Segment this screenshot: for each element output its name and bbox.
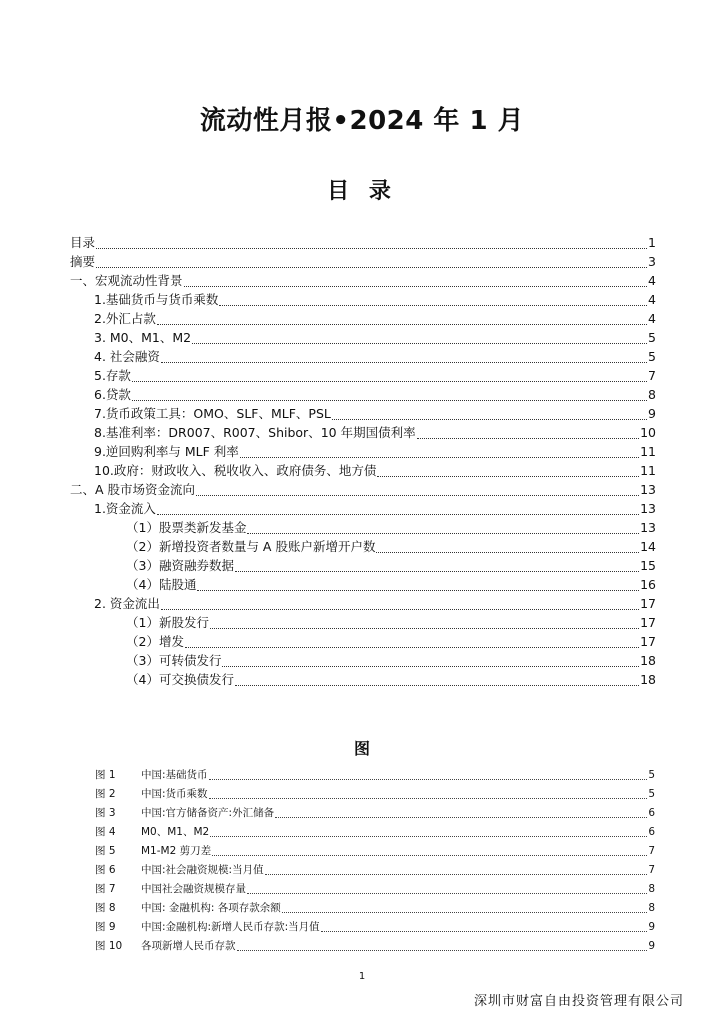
toc-entry-label: （2）增发 bbox=[126, 634, 184, 649]
toc-entry[interactable] bbox=[70, 613, 656, 632]
figure-number: 图 2 bbox=[95, 788, 116, 800]
table-of-contents bbox=[70, 233, 656, 689]
toc-entry-label: 一、宏观流动性背景 bbox=[70, 273, 183, 288]
toc-entry-label: 5.存款 bbox=[94, 368, 131, 383]
figure-label: 各项新增人民币存款 bbox=[141, 940, 236, 952]
toc-entry[interactable] bbox=[70, 347, 656, 366]
toc-entry-label: 1.基础货币与货币乘数 bbox=[94, 292, 219, 307]
toc-entry[interactable] bbox=[70, 537, 656, 556]
dot-leader bbox=[209, 790, 648, 799]
figure-page: 6 bbox=[648, 826, 655, 838]
figure-number: 图 7 bbox=[95, 883, 116, 895]
figure-label: 中国社会融资规模存量 bbox=[141, 883, 246, 895]
dot-leader bbox=[157, 313, 647, 325]
dot-leader bbox=[282, 904, 648, 913]
dot-leader bbox=[417, 427, 640, 439]
company-footer: 深圳市财富自由投资管理有限公司 bbox=[473, 994, 684, 1009]
toc-entry[interactable] bbox=[70, 461, 656, 480]
toc-entry-label: 2. 资金流出 bbox=[94, 596, 160, 611]
dot-leader bbox=[132, 370, 647, 382]
dot-leader bbox=[235, 560, 639, 572]
toc-entry-label: 目录 bbox=[70, 235, 96, 250]
figure-page: 9 bbox=[648, 921, 655, 933]
toc-entry-page: 10 bbox=[640, 425, 656, 440]
toc-entry-label: （3）可转债发行 bbox=[126, 653, 222, 668]
toc-entry-page: 18 bbox=[640, 672, 656, 687]
figure-label: 中国:基础货币 bbox=[141, 769, 208, 781]
toc-entry[interactable] bbox=[70, 423, 656, 442]
figure-entry[interactable] bbox=[95, 880, 655, 899]
dot-leader bbox=[157, 503, 639, 515]
toc-entry-page: 17 bbox=[640, 634, 656, 649]
dot-leader bbox=[96, 237, 647, 249]
toc-entry-page: 5 bbox=[648, 330, 656, 345]
toc-entry-page: 4 bbox=[648, 292, 656, 307]
toc-entry-page: 14 bbox=[640, 539, 656, 554]
figure-entry[interactable] bbox=[95, 918, 655, 937]
toc-entry-label: 2.外汇占款 bbox=[94, 311, 156, 326]
figure-page: 7 bbox=[648, 845, 655, 857]
toc-entry[interactable] bbox=[70, 309, 656, 328]
toc-entry-label: （4）可交换债发行 bbox=[126, 672, 234, 687]
toc-entry-page: 4 bbox=[648, 273, 656, 288]
toc-entry[interactable] bbox=[70, 670, 656, 689]
dot-leader bbox=[235, 674, 639, 686]
toc-entry-label: 1.资金流入 bbox=[94, 501, 156, 516]
toc-entry[interactable] bbox=[70, 404, 656, 423]
dot-leader bbox=[132, 389, 647, 401]
toc-entry-page: 17 bbox=[640, 596, 656, 611]
figure-number: 图 3 bbox=[95, 807, 116, 819]
dot-leader bbox=[321, 923, 648, 932]
figure-list-heading: 图 bbox=[353, 739, 370, 758]
figure-entry[interactable] bbox=[95, 842, 655, 861]
dot-leader bbox=[247, 885, 647, 894]
toc-entry-page: 11 bbox=[640, 463, 656, 478]
toc-entry[interactable] bbox=[70, 290, 656, 309]
figure-number: 图 9 bbox=[95, 921, 116, 933]
toc-entry[interactable] bbox=[70, 499, 656, 518]
dot-leader bbox=[247, 522, 639, 534]
dot-leader bbox=[161, 351, 647, 363]
dot-leader bbox=[196, 484, 639, 496]
toc-entry-page: 4 bbox=[648, 311, 656, 326]
toc-entry[interactable] bbox=[70, 556, 656, 575]
document-title: 流动性月报•2024 年 1 月 bbox=[199, 106, 525, 136]
figure-entry[interactable] bbox=[95, 766, 655, 785]
dot-leader bbox=[197, 579, 639, 591]
page-number: 1 bbox=[358, 971, 366, 982]
figure-entry[interactable] bbox=[95, 804, 655, 823]
dot-leader bbox=[210, 828, 647, 837]
toc-entry-label: 二、A 股市场资金流向 bbox=[70, 482, 196, 497]
toc-entry-label: 6.贷款 bbox=[94, 387, 131, 402]
toc-entry-label: 10.政府：财政收入、税收收入、政府债务、地方债 bbox=[94, 463, 377, 478]
figure-label: 中国:官方储备资产:外汇储备 bbox=[141, 807, 275, 819]
toc-entry-page: 13 bbox=[640, 501, 656, 516]
dot-leader bbox=[219, 294, 647, 306]
figure-label: 中国:货币乘数 bbox=[141, 788, 208, 800]
toc-entry-page: 9 bbox=[648, 406, 656, 421]
toc-entry-label: 8.基准利率：DR007、R007、Shibor、10 年期国债利率 bbox=[94, 425, 416, 440]
figure-entry[interactable] bbox=[95, 899, 655, 918]
dot-leader bbox=[265, 866, 648, 875]
figure-page: 7 bbox=[648, 864, 655, 876]
dot-leader bbox=[332, 408, 647, 420]
figure-entry[interactable] bbox=[95, 823, 655, 842]
figure-label: 中国: 金融机构: 各项存款余额 bbox=[141, 902, 281, 914]
figure-entry[interactable] bbox=[95, 785, 655, 804]
toc-entry-label: 摘要 bbox=[70, 254, 96, 269]
dot-leader bbox=[240, 446, 639, 458]
figure-page: 5 bbox=[648, 769, 655, 781]
figure-label: 中国:金融机构:新增人民币存款:当月值 bbox=[141, 921, 320, 933]
toc-entry-page: 15 bbox=[640, 558, 656, 573]
dot-leader bbox=[161, 598, 639, 610]
toc-entry[interactable] bbox=[70, 480, 656, 499]
figure-page: 9 bbox=[648, 940, 655, 952]
toc-entry[interactable] bbox=[70, 252, 656, 271]
toc-entry[interactable] bbox=[70, 442, 656, 461]
figure-number: 图 8 bbox=[95, 902, 116, 914]
dot-leader bbox=[192, 332, 647, 344]
toc-entry[interactable] bbox=[70, 366, 656, 385]
dot-leader bbox=[210, 617, 639, 629]
dot-leader bbox=[185, 636, 639, 648]
toc-entry[interactable] bbox=[70, 518, 656, 537]
figure-list bbox=[95, 766, 655, 956]
toc-entry-page: 3 bbox=[648, 254, 656, 269]
toc-entry-page: 8 bbox=[648, 387, 656, 402]
toc-entry[interactable] bbox=[70, 271, 656, 290]
toc-entry-page: 16 bbox=[640, 577, 656, 592]
dot-leader bbox=[377, 465, 639, 477]
figure-label: 中国:社会融资规模:当月值 bbox=[141, 864, 264, 876]
toc-entry[interactable] bbox=[70, 594, 656, 613]
figure-number: 图 6 bbox=[95, 864, 116, 876]
figure-page: 8 bbox=[648, 902, 655, 914]
toc-entry-label: 3. M0、M1、M2 bbox=[94, 330, 192, 345]
toc-entry[interactable] bbox=[70, 385, 656, 404]
figure-number: 图 5 bbox=[95, 845, 116, 857]
dot-leader bbox=[222, 655, 639, 667]
figure-page: 6 bbox=[648, 807, 655, 819]
figure-entry[interactable] bbox=[95, 861, 655, 880]
toc-entry[interactable] bbox=[70, 632, 656, 651]
toc-entry-page: 13 bbox=[640, 520, 656, 535]
dot-leader bbox=[96, 256, 647, 268]
figure-number: 图 10 bbox=[95, 940, 123, 952]
toc-entry[interactable] bbox=[70, 328, 656, 347]
toc-entry-label: （2）新增投资者数量与 A 股账户新增开户数 bbox=[126, 539, 376, 554]
dot-leader bbox=[184, 275, 648, 287]
figure-entry[interactable] bbox=[95, 937, 655, 956]
toc-heading: 目 录 bbox=[327, 179, 397, 204]
dot-leader bbox=[275, 809, 647, 818]
dot-leader bbox=[376, 541, 639, 553]
toc-entry-page: 18 bbox=[640, 653, 656, 668]
toc-entry-label: （1）新股发行 bbox=[126, 615, 209, 630]
dot-leader bbox=[237, 942, 648, 951]
toc-entry-page: 5 bbox=[648, 349, 656, 364]
toc-entry-label: 9.逆回购利率与 MLF 利率 bbox=[94, 444, 239, 459]
toc-entry-page: 13 bbox=[640, 482, 656, 497]
toc-entry-page: 7 bbox=[648, 368, 656, 383]
toc-entry-page: 17 bbox=[640, 615, 656, 630]
toc-entry[interactable] bbox=[70, 575, 656, 594]
figure-label: M1-M2 剪刀差 bbox=[141, 845, 212, 857]
toc-entry-label: 7.货币政策工具：OMO、SLF、MLF、PSL bbox=[94, 406, 331, 421]
toc-entry-label: （3）融资融券数据 bbox=[126, 558, 234, 573]
figure-page: 5 bbox=[648, 788, 655, 800]
figure-page: 8 bbox=[648, 883, 655, 895]
toc-entry[interactable] bbox=[70, 651, 656, 670]
toc-entry-page: 11 bbox=[640, 444, 656, 459]
dot-leader bbox=[209, 771, 648, 780]
figure-number: 图 4 bbox=[95, 826, 116, 838]
dot-leader bbox=[212, 847, 647, 856]
toc-entry-label: （1）股票类新发基金 bbox=[126, 520, 247, 535]
toc-entry-label: （4）陆股通 bbox=[126, 577, 197, 592]
figure-label: M0、M1、M2 bbox=[141, 826, 210, 838]
toc-entry-page: 1 bbox=[648, 235, 656, 250]
figure-number: 图 1 bbox=[95, 769, 116, 781]
toc-entry[interactable] bbox=[70, 233, 656, 252]
toc-entry-label: 4. 社会融资 bbox=[94, 349, 160, 364]
